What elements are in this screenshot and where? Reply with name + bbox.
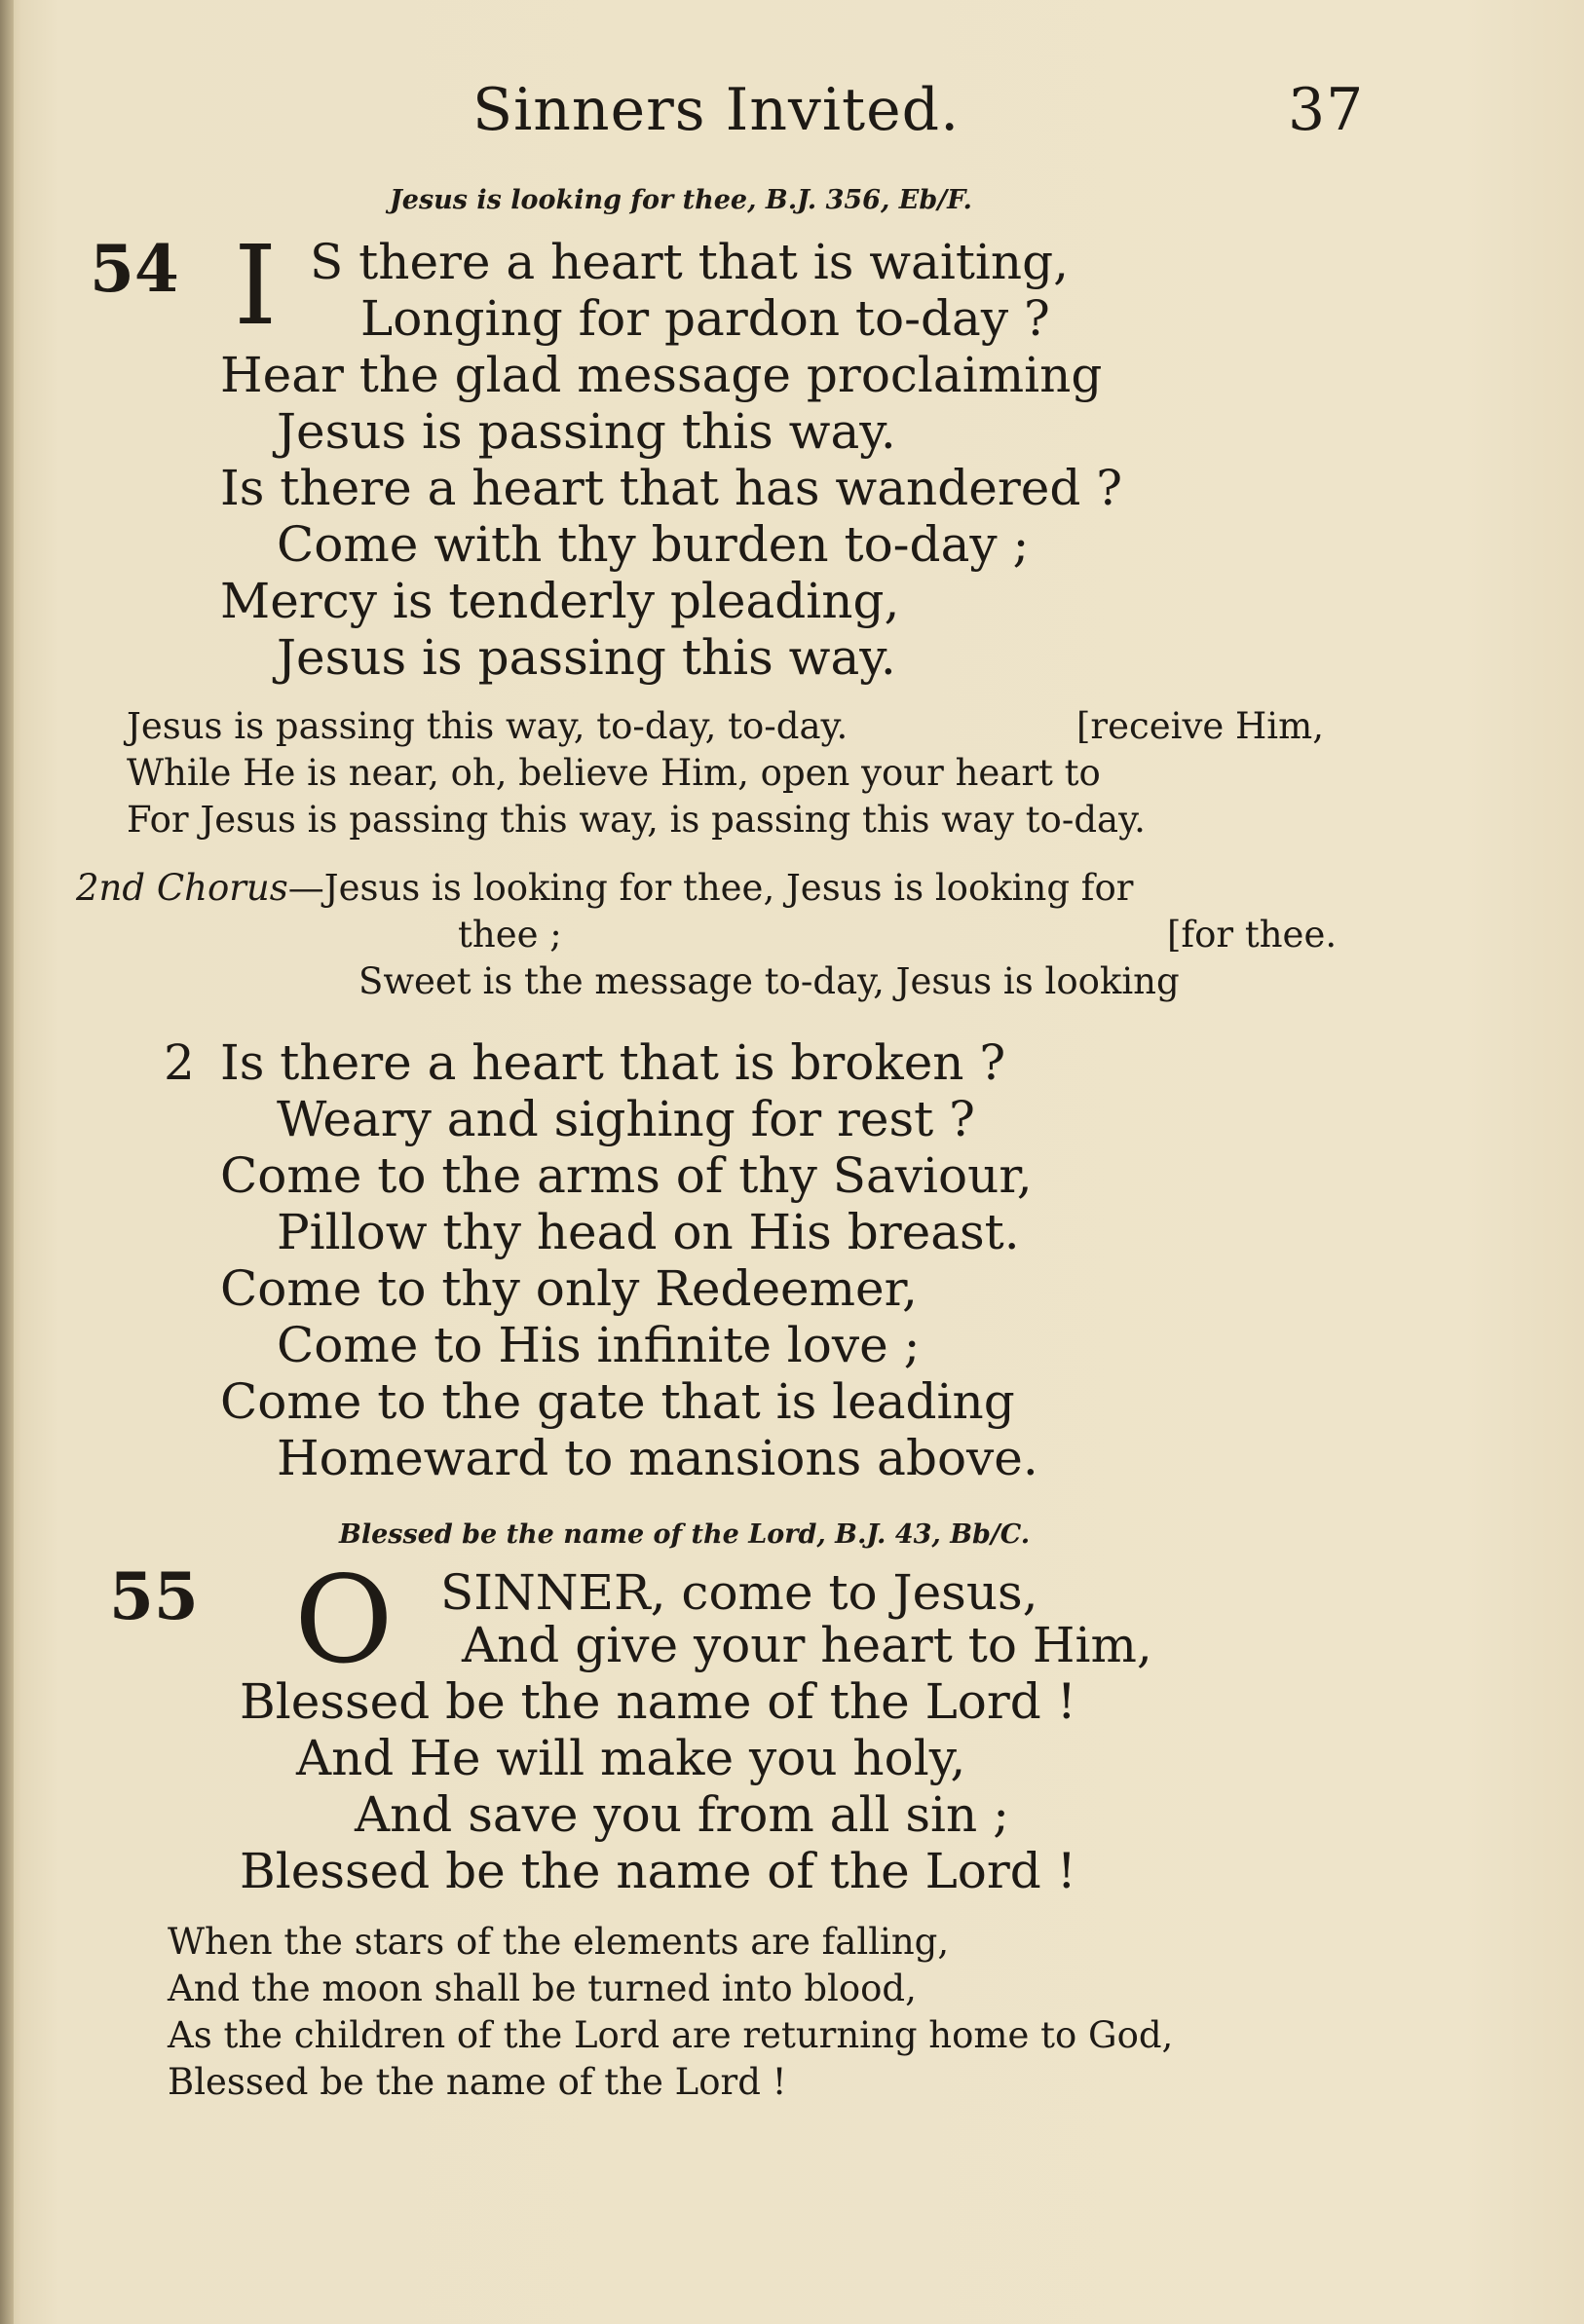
hymn55-line2: And give your heart to Him, [462, 1617, 1152, 1673]
hymn55-tune: Blessed be the name of the Lord, B.J. 43, Bb/C. [339, 1519, 1031, 1550]
hymn55-number: 55 [109, 1558, 199, 1634]
second-chorus-turnover: [for thee. [1167, 914, 1338, 956]
verse-line: Come to the gate that is leading [220, 1373, 1015, 1430]
second-chorus-line1 [76, 865, 1133, 912]
hymn54-drop-cap: I [234, 223, 278, 350]
hymn54-tune: Jesus is looking for thee, B.J. 356, Eb/F. [390, 185, 972, 215]
verse-line: Blessed be the name of the Lord ! [240, 1673, 1076, 1730]
hymn54-chorus-line3: For Jesus is passing this way, is passing this way to-day. [127, 799, 1146, 841]
page-binding-edge [0, 0, 14, 2324]
page-number: 37 [1288, 76, 1365, 144]
verse-line: Pillow thy head on His breast. [277, 1204, 1020, 1260]
verse-line: Is there a heart that is broken ? [220, 1034, 1006, 1091]
verse-line: Jesus is passing this way. [277, 629, 896, 686]
chorus-line: As the children of the Lord are returning home to God, [168, 2014, 1174, 2056]
hymn54-chorus-turnover1: [receive Him, [1076, 705, 1324, 747]
hymn54-number: 54 [90, 231, 179, 307]
verse-line: Come to thy only Redeemer, [220, 1260, 918, 1317]
running-title: Sinners Invited. [472, 76, 961, 144]
verse-line: Come to His infinite love ; [277, 1317, 921, 1373]
verse-line: Come to the arms of thy Saviour, [220, 1147, 1033, 1204]
second-chorus-text: —Jesus is looking for thee, Jesus is looking for [287, 867, 1134, 909]
hymn54-chorus-line2: While He is near, oh, believe Him, open your heart to [127, 752, 1101, 794]
verse-line: Weary and sighing for rest ? [277, 1091, 975, 1147]
hymn54-chorus-line1: Jesus is passing this way, to-day, to-day. [127, 705, 849, 747]
verse-line: Blessed be the name of the Lord ! [240, 1843, 1076, 1899]
verse-line: And save you from all sin ; [355, 1786, 1009, 1843]
hymn55-first-line: SINNER, come to Jesus, [440, 1564, 1038, 1621]
second-chorus-label: 2nd Chorus [76, 867, 288, 909]
verse-line: Is there a heart that has wandered ? [220, 460, 1123, 516]
chorus-line: When the stars of the elements are falling, [168, 1921, 950, 1963]
verse-line: Jesus is passing this way. [277, 403, 896, 460]
verse-line: Longing for pardon to-day ? [360, 290, 1050, 347]
second-chorus-line3: Sweet is the message to-day, Jesus is looking [358, 960, 1180, 1002]
verse-line: Hear the glad message proclaiming [220, 347, 1103, 403]
verse2-number: 2 [164, 1034, 195, 1091]
hymn55-drop-cap: O [294, 1551, 394, 1691]
verse-line: Come with thy burden to-day ; [277, 516, 1030, 573]
chorus-line: And the moon shall be turned into blood, [168, 1968, 917, 2009]
second-chorus-line2: thee ; [458, 914, 562, 956]
verse-line: Mercy is tenderly pleading, [220, 573, 900, 629]
hymn54-first-line: S there a heart that is waiting, [310, 234, 1070, 290]
chorus-line: Blessed be the name of the Lord ! [168, 2061, 787, 2103]
verse-line: Homeward to mansions above. [277, 1430, 1038, 1486]
verse-line: And He will make you holy, [296, 1730, 966, 1786]
